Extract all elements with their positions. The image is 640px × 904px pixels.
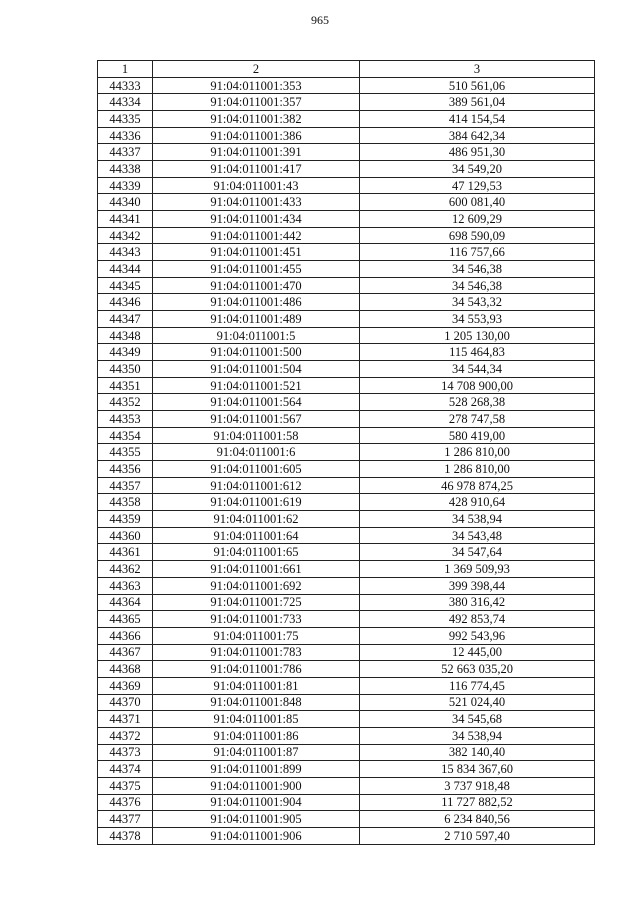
row-number-cell: 44335 (98, 111, 153, 128)
cadastral-value-cell: 1 286 810,00 (360, 444, 595, 461)
cadastral-number-cell: 91:04:011001:353 (153, 77, 360, 94)
row-number-cell: 44373 (98, 744, 153, 761)
row-number-cell: 44366 (98, 627, 153, 644)
cadastral-number-cell: 91:04:011001:87 (153, 744, 360, 761)
cadastral-number-cell: 91:04:011001:433 (153, 194, 360, 211)
cadastral-value-cell: 1 286 810,00 (360, 461, 595, 478)
cadastral-value-cell: 414 154,54 (360, 111, 595, 128)
cadastral-number-cell: 91:04:011001:619 (153, 494, 360, 511)
table-row (98, 277, 595, 294)
cadastral-value-cell: 399 398,44 (360, 577, 595, 594)
row-number-cell: 44347 (98, 311, 153, 328)
cadastral-number-cell: 91:04:011001:612 (153, 477, 360, 494)
row-number-cell: 44355 (98, 444, 153, 461)
cadastral-number-cell: 91:04:011001:692 (153, 577, 360, 594)
cadastral-number-cell: 91:04:011001:661 (153, 561, 360, 578)
cadastral-value-cell: 698 590,09 (360, 227, 595, 244)
cadastral-value-cell: 34 549,20 (360, 161, 595, 178)
cadastral-number-cell: 91:04:011001:899 (153, 761, 360, 778)
table-row (98, 694, 595, 711)
row-number-cell: 44367 (98, 644, 153, 661)
cadastral-number-cell: 91:04:011001:386 (153, 127, 360, 144)
row-number-cell: 44336 (98, 127, 153, 144)
cadastral-value-cell: 34 543,48 (360, 527, 595, 544)
row-number-cell: 44371 (98, 711, 153, 728)
cadastral-value-cell: 116 774,45 (360, 677, 595, 694)
cadastral-number-cell: 91:04:011001:81 (153, 677, 360, 694)
table-row (98, 661, 595, 678)
table-row (98, 427, 595, 444)
cadastral-value-cell: 47 129,53 (360, 177, 595, 194)
cadastral-number-cell: 91:04:011001:783 (153, 644, 360, 661)
row-number-cell: 44361 (98, 544, 153, 561)
table-row (98, 394, 595, 411)
table-header-row (98, 61, 595, 78)
cadastral-number-cell: 91:04:011001:455 (153, 261, 360, 278)
cadastral-value-cell: 12 445,00 (360, 644, 595, 661)
cadastral-number-cell: 91:04:011001:564 (153, 394, 360, 411)
cadastral-value-cell: 492 853,74 (360, 611, 595, 628)
cadastral-number-cell: 91:04:011001:470 (153, 277, 360, 294)
row-number-cell: 44374 (98, 761, 153, 778)
row-number-cell: 44344 (98, 261, 153, 278)
table-row (98, 261, 595, 278)
table-row (98, 344, 595, 361)
table-row (98, 211, 595, 228)
table-row (98, 327, 595, 344)
row-number-cell: 44357 (98, 477, 153, 494)
cadastral-number-cell: 91:04:011001:504 (153, 361, 360, 378)
cadastral-number-cell: 91:04:011001:733 (153, 611, 360, 628)
cadastral-value-cell: 34 545,68 (360, 711, 595, 728)
cadastral-value-cell: 382 140,40 (360, 744, 595, 761)
table-row (98, 127, 595, 144)
cadastral-number-cell: 91:04:011001:357 (153, 94, 360, 111)
cadastral-value-cell: 34 538,94 (360, 511, 595, 528)
cadastral-number-cell: 91:04:011001:6 (153, 444, 360, 461)
row-number-cell: 44351 (98, 377, 153, 394)
row-number-cell: 44359 (98, 511, 153, 528)
column-header-value: 3 (360, 61, 595, 78)
cadastral-number-cell: 91:04:011001:848 (153, 694, 360, 711)
cadastral-value-cell: 389 561,04 (360, 94, 595, 111)
cadastral-value-cell: 486 951,30 (360, 144, 595, 161)
row-number-cell: 44356 (98, 461, 153, 478)
cadastral-value-cell: 2 710 597,40 (360, 827, 595, 844)
table-row (98, 727, 595, 744)
cadastral-value-cell: 46 978 874,25 (360, 477, 595, 494)
row-number-cell: 44343 (98, 244, 153, 261)
table-row (98, 161, 595, 178)
table-row (98, 311, 595, 328)
cadastral-number-cell: 91:04:011001:58 (153, 427, 360, 444)
cadastral-number-cell: 91:04:011001:486 (153, 294, 360, 311)
table-row (98, 777, 595, 794)
cadastral-number-cell: 91:04:011001:500 (153, 344, 360, 361)
cadastral-number-cell: 91:04:011001:62 (153, 511, 360, 528)
cadastral-number-cell: 91:04:011001:906 (153, 827, 360, 844)
cadastral-number-cell: 91:04:011001:786 (153, 661, 360, 678)
row-number-cell: 44365 (98, 611, 153, 628)
cadastral-number-cell: 91:04:011001:905 (153, 811, 360, 828)
table-row (98, 827, 595, 844)
cadastral-value-cell: 34 544,34 (360, 361, 595, 378)
row-number-cell: 44333 (98, 77, 153, 94)
row-number-cell: 44337 (98, 144, 153, 161)
cadastral-value-cell: 521 024,40 (360, 694, 595, 711)
cadastral-value-cell: 428 910,64 (360, 494, 595, 511)
row-number-cell: 44350 (98, 361, 153, 378)
row-number-cell: 44334 (98, 94, 153, 111)
row-number-cell: 44364 (98, 594, 153, 611)
row-number-cell: 44375 (98, 777, 153, 794)
cadastral-value-cell: 580 419,00 (360, 427, 595, 444)
table-row (98, 194, 595, 211)
cadastral-number-cell: 91:04:011001:904 (153, 794, 360, 811)
column-header-cadastral-number: 2 (153, 61, 360, 78)
cadastral-value-cell: 116 757,66 (360, 244, 595, 261)
row-number-cell: 44342 (98, 227, 153, 244)
table-row (98, 411, 595, 428)
cadastral-value-cell: 6 234 840,56 (360, 811, 595, 828)
cadastral-value-cell: 278 747,58 (360, 411, 595, 428)
cadastral-number-cell: 91:04:011001:85 (153, 711, 360, 728)
cadastral-number-cell: 91:04:011001:5 (153, 327, 360, 344)
table-row (98, 477, 595, 494)
cadastral-value-cell: 12 609,29 (360, 211, 595, 228)
cadastral-value-cell: 380 316,42 (360, 594, 595, 611)
row-number-cell: 44349 (98, 344, 153, 361)
table-row (98, 711, 595, 728)
table-row (98, 544, 595, 561)
row-number-cell: 44360 (98, 527, 153, 544)
cadastral-value-cell: 1 369 509,93 (360, 561, 595, 578)
row-number-cell: 44341 (98, 211, 153, 228)
cadastral-number-cell: 91:04:011001:417 (153, 161, 360, 178)
table-body (98, 77, 595, 844)
cadastral-value-table (97, 60, 595, 845)
cadastral-value-cell: 14 708 900,00 (360, 377, 595, 394)
cadastral-value-cell: 992 543,96 (360, 627, 595, 644)
cadastral-number-cell: 91:04:011001:75 (153, 627, 360, 644)
cadastral-number-cell: 91:04:011001:64 (153, 527, 360, 544)
column-header-number: 1 (98, 61, 153, 78)
table-row (98, 177, 595, 194)
row-number-cell: 44377 (98, 811, 153, 828)
table-row (98, 644, 595, 661)
cadastral-number-cell: 91:04:011001:434 (153, 211, 360, 228)
row-number-cell: 44376 (98, 794, 153, 811)
cadastral-value-cell: 34 547,64 (360, 544, 595, 561)
row-number-cell: 44354 (98, 427, 153, 444)
cadastral-value-cell: 1 205 130,00 (360, 327, 595, 344)
table-row (98, 811, 595, 828)
cadastral-number-cell: 91:04:011001:43 (153, 177, 360, 194)
row-number-cell: 44338 (98, 161, 153, 178)
row-number-cell: 44369 (98, 677, 153, 694)
row-number-cell: 44339 (98, 177, 153, 194)
row-number-cell: 44346 (98, 294, 153, 311)
row-number-cell: 44352 (98, 394, 153, 411)
table-row (98, 461, 595, 478)
cadastral-number-cell: 91:04:011001:489 (153, 311, 360, 328)
row-number-cell: 44378 (98, 827, 153, 844)
table-row (98, 794, 595, 811)
cadastral-value-cell: 115 464,83 (360, 344, 595, 361)
table-row (98, 377, 595, 394)
table-row (98, 511, 595, 528)
row-number-cell: 44348 (98, 327, 153, 344)
cadastral-value-cell: 510 561,06 (360, 77, 595, 94)
cadastral-value-cell: 34 546,38 (360, 277, 595, 294)
cadastral-number-cell: 91:04:011001:382 (153, 111, 360, 128)
row-number-cell: 44370 (98, 694, 153, 711)
table-row (98, 611, 595, 628)
cadastral-number-cell: 91:04:011001:567 (153, 411, 360, 428)
table-row (98, 527, 595, 544)
table-row (98, 494, 595, 511)
cadastral-value-cell: 3 737 918,48 (360, 777, 595, 794)
table-row (98, 111, 595, 128)
cadastral-number-cell: 91:04:011001:605 (153, 461, 360, 478)
cadastral-value-cell: 34 543,32 (360, 294, 595, 311)
row-number-cell: 44372 (98, 727, 153, 744)
cadastral-value-cell: 384 642,34 (360, 127, 595, 144)
table-row (98, 94, 595, 111)
table-row (98, 677, 595, 694)
table-row (98, 561, 595, 578)
table-row (98, 244, 595, 261)
cadastral-value-cell: 600 081,40 (360, 194, 595, 211)
row-number-cell: 44368 (98, 661, 153, 678)
cadastral-value-cell: 34 553,93 (360, 311, 595, 328)
table-row (98, 594, 595, 611)
cadastral-value-cell: 15 834 367,60 (360, 761, 595, 778)
table-row (98, 294, 595, 311)
cadastral-value-cell: 34 538,94 (360, 727, 595, 744)
row-number-cell: 44363 (98, 577, 153, 594)
cadastral-value-cell: 52 663 035,20 (360, 661, 595, 678)
cadastral-value-cell: 11 727 882,52 (360, 794, 595, 811)
cadastral-value-cell: 34 546,38 (360, 261, 595, 278)
table-row (98, 577, 595, 594)
cadastral-number-cell: 91:04:011001:521 (153, 377, 360, 394)
row-number-cell: 44362 (98, 561, 153, 578)
row-number-cell: 44345 (98, 277, 153, 294)
row-number-cell: 44340 (98, 194, 153, 211)
cadastral-number-cell: 91:04:011001:391 (153, 144, 360, 161)
table-row (98, 361, 595, 378)
table-row (98, 627, 595, 644)
table-row (98, 227, 595, 244)
table-row (98, 761, 595, 778)
cadastral-number-cell: 91:04:011001:65 (153, 544, 360, 561)
cadastral-number-cell: 91:04:011001:442 (153, 227, 360, 244)
table-row (98, 744, 595, 761)
row-number-cell: 44358 (98, 494, 153, 511)
row-number-cell: 44353 (98, 411, 153, 428)
cadastral-value-cell: 528 268,38 (360, 394, 595, 411)
table-row (98, 144, 595, 161)
cadastral-number-cell: 91:04:011001:451 (153, 244, 360, 261)
page-number: 965 (311, 13, 329, 27)
table-row (98, 77, 595, 94)
cadastral-number-cell: 91:04:011001:86 (153, 727, 360, 744)
cadastral-number-cell: 91:04:011001:725 (153, 594, 360, 611)
cadastral-number-cell: 91:04:011001:900 (153, 777, 360, 794)
table-row (98, 444, 595, 461)
